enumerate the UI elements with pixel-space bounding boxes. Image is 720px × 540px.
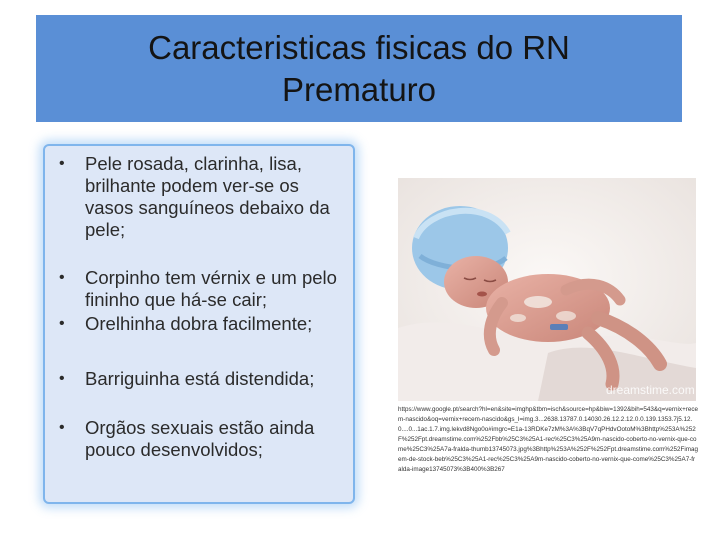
bullet-marker: • [59,269,65,286]
slide-title-line1: Caracteristicas fisicas do RN [148,28,570,66]
bullet-marker: • [59,370,65,387]
bullet-text: Barriguinha está distendida; [85,368,315,389]
bullet-item [45,267,341,311]
bullet-item [45,313,341,335]
slide-title-line2: Prematuro [281,70,437,108]
bullet-text: Pele rosada, clarinha, lisa, brilhante podem ver-se os vasos sanguíneos debaixo da pele; [85,153,330,240]
bullet-marker: • [59,419,65,436]
bullet-item [45,153,341,241]
bullet-marker: • [59,155,65,172]
bullet-text: Orgãos sexuais estão ainda pouco desenvolvidos; [85,417,315,460]
image-source-caption: https://www.google.pt/search?hl=en&site=imghp&tbm=isch&source=hp&biw=1392&bih=543&q=vernix+recem-nascido&oq=vernix+recem-nascido&gs_l=img.3...2638.13787.0.14030.26.12.2.12.0.0.139.1353.7j5.12.0....0...1ac.1.7.img.lekvd8Ngo0o#imgrc=E1a-13RDKe7zM%3A%3BqV7qPHdvOotoM%3Bhttp%253A%252F%252Fpt.dreamstime.com%252Fbb%25C3%25A1-rec%25C3%25A9m-nascido-coberto-no-vernix-que-come%25C3%25A7a-fralda-thumb13745073.jpg%3Bhttp%253A%252F%252Fpt.dreamstime.com%252Fimagem-de-stock-beb%25C3%25A1-rec%25C3%25A9m-nascido-coberto-no-vernix-que-come%25C3%25A7-fralda-image13745073%3B400%3B267 [398,406,698,473]
bullet-marker: • [59,315,65,332]
bullet-item [45,417,341,461]
title-banner [36,15,682,122]
watermark-text: dreamstime.com [606,383,695,397]
newborn-illustration [398,178,696,401]
bullet-panel [43,144,355,504]
slide-title [148,27,570,111]
premature-newborn-photo [398,178,696,401]
bullet-text: Corpinho tem vérnix e um pelo fininho que há-se cair; [85,267,337,310]
bullet-item [45,368,341,390]
bullet-text: Orelhinha dobra facilmente; [85,313,313,334]
